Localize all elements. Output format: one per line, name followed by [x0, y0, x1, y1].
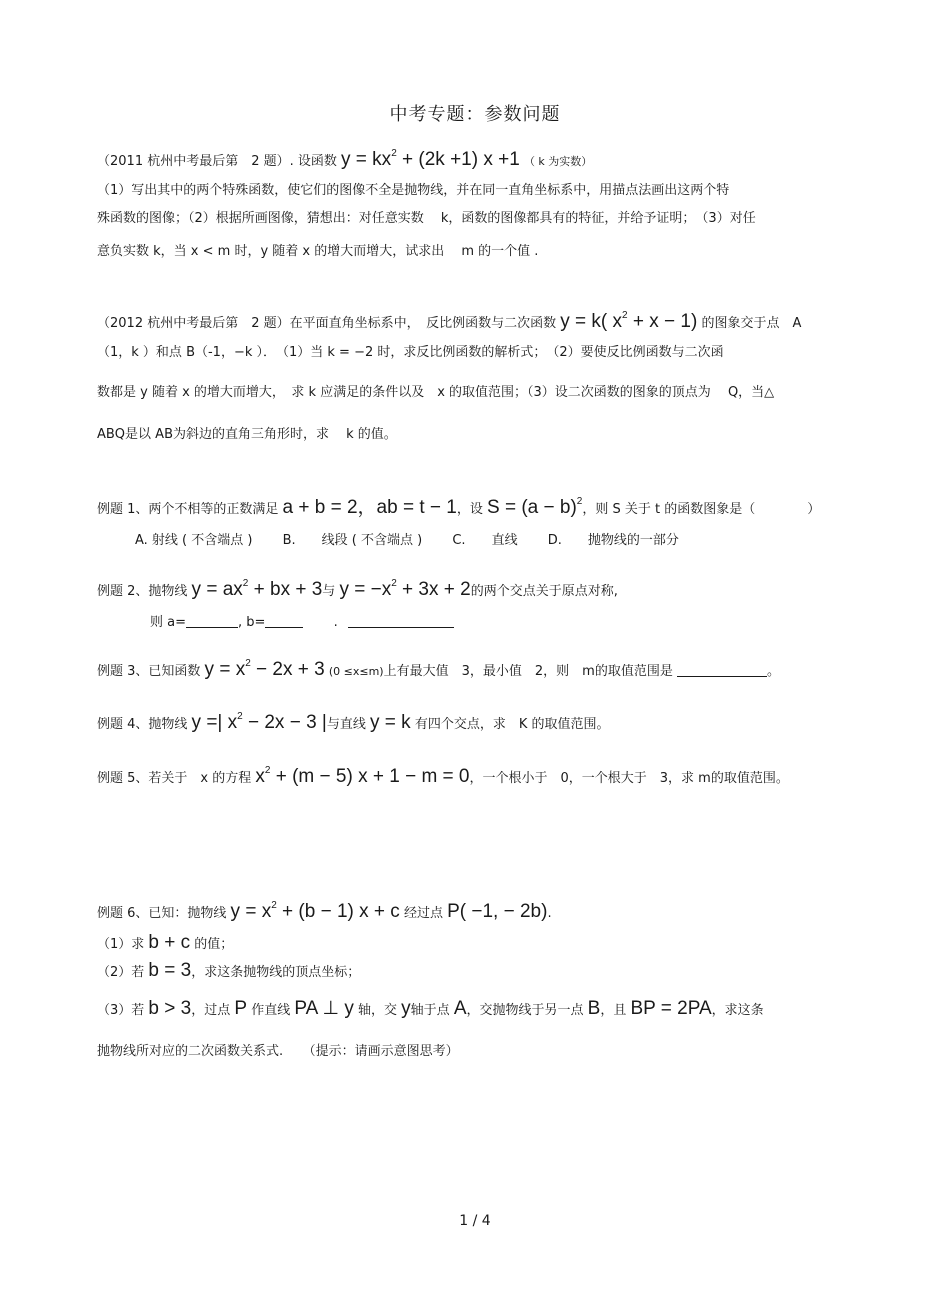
page-title: 中考专题：参数问题: [389, 104, 561, 125]
problem-2012-line-3: 数都是 y 随着 x 的增大而增大， 求 k 应满足的条件以及 x 的取值范围；（3）设二次函数的图象的顶点为 Q，当△: [97, 385, 775, 400]
option-d: D. 抛物线的一部分: [547, 533, 679, 548]
option-a: A. 射线 ( 不含端点 ): [135, 533, 253, 548]
problem-2011-line-1: （2011 杭州中考最后第 2 题）. 设函数 $y = kx^2 + (2k +1)$ x +1 （ k 为实数）: [97, 148, 593, 170]
example-6-line-2: （1）求 b + c 的值；: [97, 932, 234, 953]
example-6-line-4: （3）若 b > 3，过点 P 作直线 PA ⊥ y 轴，交 y轴于点 A，交抛物线于另一点 B，且 BP = 2PA，求这条: [97, 998, 764, 1019]
example-4: 例题 4、抛物线 y =| $x^2 - 2x - 3$ |与直线 y = k 有四个交点，求 K 的取值范围。: [97, 711, 610, 733]
example-6-line-5: 抛物线所对应的二次函数关系式. （提示：请画示意图思考）: [97, 1044, 459, 1059]
option-b: B. 线段 ( 不含端点 ): [282, 533, 423, 548]
answer-blank-a: [186, 627, 238, 628]
example-2-line-2: 则 a= , b= .: [150, 612, 910, 634]
example-6-line-1: 例题 6、已知：抛物线 $y = x^2 + (b - 1) x + c$ 经过点 P( −1, − 2b).: [97, 900, 552, 922]
problem-2011-line-2: （1）写出其中的两个特殊函数，使它们的图像不全是抛物线，并在同一直角坐标系中，用描点法画出这两个特: [97, 183, 730, 198]
example-1-line-1: 例题 1、两个不相等的正数满足 a + b = 2，ab = t − 1，设 $S = (a - b)^2$，则 S 关于 t 的函数图象是（ ）: [97, 496, 821, 518]
example-1-options: [135, 530, 895, 552]
problem-2012-line-1: （2012 杭州中考最后第 2 题）在平面直角坐标系中， 反比例函数与二次函数 y = k( $x^2 + x - 1$) 的图象交于点 A: [97, 310, 802, 332]
answer-blank-b: [265, 627, 303, 628]
option-c: C. 直线: [452, 533, 518, 548]
page-number: 1 / 4: [459, 1213, 491, 1229]
problem-2011-line-4: 意负实数 k，当 x < m 时，y 随着 x 的增大而增大，试求出 m 的一个值 .: [97, 244, 539, 259]
example-6-line-3: （2）若 b = 3，求这条抛物线的顶点坐标；: [97, 960, 361, 981]
example-5: 例题 5、若关于 x 的方程 $x^2 + (m - 5) x + 1 - m = 0$，一个根小于 0，一个根大于 3，求 m的取值范围。: [97, 765, 789, 787]
example-3: 例题 3、已知函数 $y = x^2 - 2x + 3$ (0 ≤x≤m)上有最大值 3，最小值 2，则 m的取值范围是 。: [97, 658, 780, 680]
problem-2012-line-4: ABQ是以 AB为斜边的直角三角形时，求 k 的值。: [97, 427, 397, 442]
function-formula: $y = kx^2 + (2k +1)$ x +1: [341, 148, 520, 170]
quadratic-formula: y = k( $x^2 + x - 1$): [560, 310, 698, 332]
answer-blank-c: [348, 627, 454, 628]
problem-2012-line-2: （1，k ）和点 B（-1，−k ）． （1）当 k = −2 时，求反比例函数的解析式； （2）要使反比例函数与二次函: [97, 345, 724, 360]
answer-blank-range: [677, 676, 767, 677]
example-2-line-1: 例题 2、抛物线 $y = ax^2$ + bx + 3与 $y = -x^2 + 3x + 2$的两个交点关于原点对称,: [97, 578, 618, 600]
problem-2011-line-3: 殊函数的图像；（2）根据所画图像，猜想出：对任意实数 k，函数的图像都具有的特征，并给予证明； （3）对任: [97, 211, 756, 226]
